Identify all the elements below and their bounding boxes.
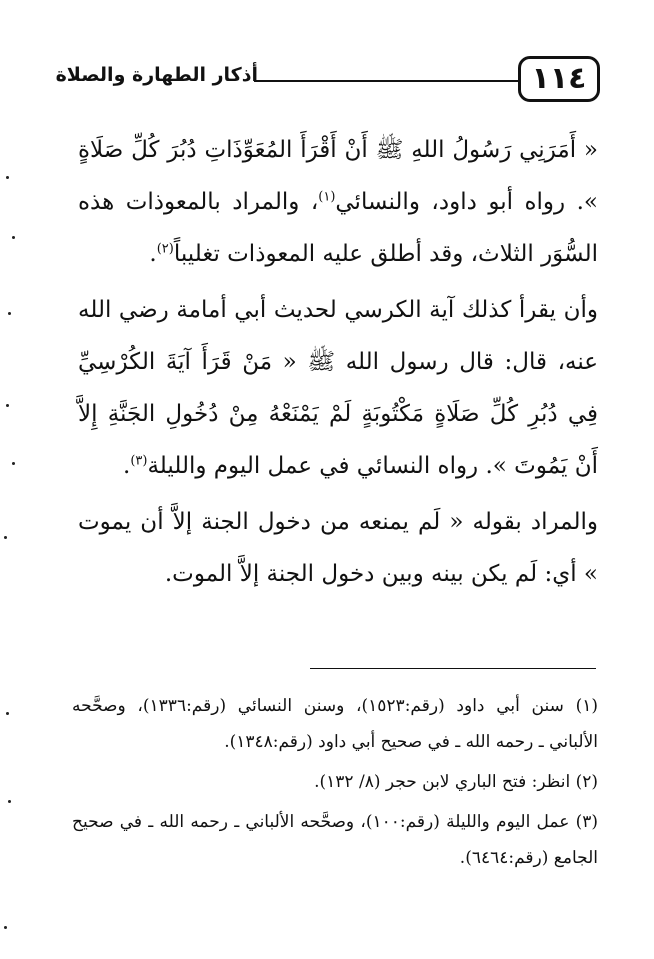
paragraph-text: . [123, 453, 131, 479]
footnote-3: (٣) عمل اليوم والليلة (رقم:١٠٠)، وصحَّحه الألباني ـ رحمه الله ـ في صحيح الجامع (رقم:٦٤٦٤). [72, 812, 598, 868]
footnote-separator [310, 668, 596, 669]
scan-speck [6, 176, 9, 179]
footnote-ref-1: (١) [318, 189, 336, 205]
paragraph-3 [78, 496, 598, 600]
scan-speck [4, 536, 7, 539]
footnotes [72, 688, 598, 876]
paragraph-2 [78, 284, 598, 492]
paragraph-text: ، والمراد بالمعوذات هذه السُّوَر الثلاث، وقد أطلق عليه المعوذات تغليباً [78, 189, 598, 267]
main-text [78, 124, 598, 600]
header-rule [254, 80, 518, 82]
paragraph-text: وأن يقرأ كذلك آية الكرسي لحديث أبي أمامة رضي الله عنه، قال: قال رسول الله ﷺ « مَنْ قَرَأَ آيَةَ الكُرْسِيِّ فِي دُبُرِ كُلِّ صَلَاةٍ مَكْتُوبَةٍ لَمْ يَمْنَعْهُ مِنْ دُخُولِ الجَنَّةِ إِلاَّ أَنْ يَمُوتَ ». رواه النسائي في عمل اليوم والليلة [78, 297, 598, 479]
paragraph-text: « أَمَرَنِي رَسُولُ اللهِ ﷺ أَنْ أَقْرَأَ المُعَوِّذَاتِ دُبُرَ كُلِّ صَلَاةٍ ». رواه أبو داود، والنسائي [78, 137, 598, 215]
footnote-ref-2: (٢) [156, 241, 174, 257]
scan-speck [8, 312, 11, 315]
chapter-title: أذكار الطهارة والصلاة [55, 64, 258, 86]
scan-speck [12, 236, 15, 239]
footnote-1: (١) سنن أبي داود (رقم:١٥٢٣)، وسنن النسائي (رقم:١٣٣٦)، وصحَّحه الألباني ـ رحمه الله ـ في صحيح أبي داود (رقم:١٣٤٨). [72, 696, 598, 752]
scan-speck [4, 926, 7, 929]
paragraph-1 [78, 124, 598, 280]
footnote-ref-3: (٣) [130, 453, 148, 469]
footnote-2: (٢) انظر: فتح الباري لابن حجر (٨/ ١٣٢). [314, 772, 598, 792]
page-header [55, 56, 600, 106]
scan-speck [12, 462, 15, 465]
page-number: ١١٤ [518, 56, 600, 102]
paragraph-text: . [149, 241, 157, 267]
paragraph-text: والمراد بقوله « لَم يمنعه من دخول الجنة إلاَّ أن يموت » أي: لَم يكن بينه وبين دخول الجنة إلاَّ الموت. [78, 509, 598, 587]
scan-speck [6, 712, 9, 715]
scan-speck [8, 800, 11, 803]
scan-speck [6, 404, 9, 407]
